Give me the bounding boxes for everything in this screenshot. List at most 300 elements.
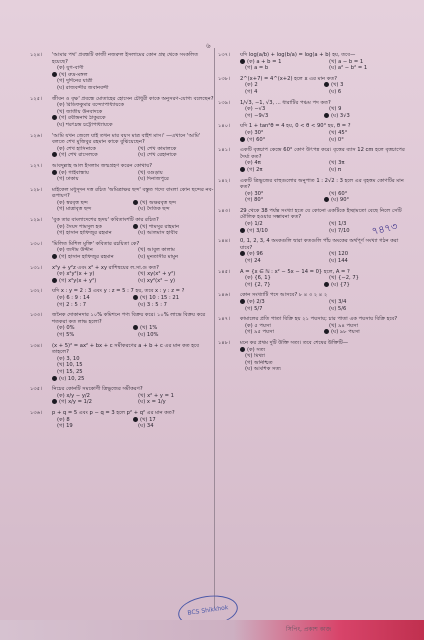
- question-number: ১৪২।: [218, 177, 230, 184]
- option-label: (খ) 3π: [329, 160, 345, 167]
- option-item: [52, 176, 133, 183]
- option-item: [324, 167, 408, 174]
- question-number: ১৪৭।: [218, 316, 230, 323]
- option-label: (ঘ) 34: [138, 423, 154, 430]
- question-stem: [30, 187, 214, 200]
- option-item: [240, 113, 324, 120]
- option-item: [133, 200, 214, 207]
- question-item: [218, 292, 408, 312]
- option-item: [240, 360, 408, 367]
- question-stem: [30, 241, 214, 248]
- option-item: [240, 299, 324, 306]
- option-label: (ঘ) π: [329, 166, 342, 173]
- question-item: [218, 123, 408, 143]
- question-stem: [30, 343, 214, 356]
- option-list: [240, 82, 408, 95]
- question-stem: [218, 340, 408, 347]
- option-label: (ক) 1/2: [245, 221, 263, 228]
- question-item: [30, 187, 214, 213]
- option-label: (ক) সত্য: [247, 346, 266, 353]
- option-item: [52, 376, 214, 383]
- filled-circle-icon: [52, 170, 57, 175]
- option-label: (ক) −√3: [245, 106, 266, 113]
- option-item: [240, 82, 324, 89]
- option-label: (গ) 2 : 5 : 7: [57, 301, 87, 308]
- question-text: একটি ত্রিভুজের বাহুগুলোর অনুপাত 1 : 2√2 : 3 হলে এর বৃহত্তম কোণটির মান কত?: [240, 177, 404, 191]
- question-number: ১৩৭।: [218, 52, 230, 58]
- filled-circle-icon: [52, 254, 57, 259]
- option-item: [240, 106, 324, 113]
- filled-circle-icon: [240, 167, 245, 172]
- filled-circle-icon: [324, 82, 329, 87]
- option-item: [133, 295, 214, 302]
- question-item: [30, 386, 214, 406]
- option-item: [133, 393, 214, 400]
- option-list: [240, 347, 408, 373]
- option-list: [52, 247, 214, 260]
- option-label: (ঘ) x = 1/y: [138, 399, 166, 406]
- question-text: 2^(x+7) = 4^(x+2) হলে x এর মান কত?: [240, 75, 338, 82]
- question-item: [30, 343, 214, 383]
- option-label: (ক) গাইবান্ধায়: [59, 169, 89, 176]
- option-item: [240, 329, 324, 336]
- option-item: [240, 323, 324, 330]
- option-label: (খ) a − b = 1: [329, 58, 364, 65]
- option-item: [52, 122, 214, 129]
- question-item: [218, 238, 408, 264]
- question-stem: [218, 269, 408, 276]
- option-item: [133, 423, 214, 430]
- option-item: [52, 102, 214, 109]
- option-list: [52, 200, 214, 213]
- option-label: (গ) 3/10: [247, 227, 268, 234]
- option-label: (গ) হাসান হাফিজুর রহমান: [57, 230, 112, 237]
- option-item: [240, 353, 408, 360]
- option-item: [133, 399, 214, 406]
- question-stem: [30, 410, 214, 417]
- question-number: ১২৯।: [30, 217, 42, 224]
- option-label: (গ) ঢাকায়: [57, 176, 79, 183]
- option-label: (খ) 45°: [329, 129, 348, 136]
- option-list: [240, 160, 408, 173]
- option-label: (গ) রবীন্দ্রনাথ ঠাকুরকে: [59, 115, 106, 122]
- option-list: [240, 251, 408, 264]
- question-number: ১৩১।: [30, 264, 42, 271]
- option-list: [240, 59, 408, 72]
- option-item: [240, 258, 324, 265]
- question-number: ১২৭।: [30, 162, 42, 169]
- option-label: (গ) 5%: [57, 331, 75, 338]
- option-label: (ঘ) শেখ রেহানাকে: [138, 152, 177, 159]
- option-item: [324, 113, 408, 120]
- option-label: (খ) শেখ কামালকে: [138, 145, 177, 152]
- question-number: ১২৫।: [30, 95, 42, 102]
- option-label: (গ) 60°: [247, 136, 266, 143]
- option-list: [240, 275, 408, 288]
- question-stem: [30, 52, 214, 65]
- option-label: (ঘ) a² − b² = 1: [329, 65, 368, 72]
- option-list: [52, 224, 214, 237]
- option-item: [240, 306, 324, 313]
- option-list: [52, 417, 214, 430]
- option-item: [52, 200, 133, 207]
- question-stem: [30, 288, 214, 295]
- question-number: ১৪৫।: [218, 268, 230, 275]
- option-label: (খ) আবুল কালাম: [138, 247, 175, 254]
- filled-circle-icon: [324, 329, 329, 334]
- option-item: [324, 258, 408, 265]
- option-item: [240, 89, 324, 96]
- question-text: জীবন ও বৃক্ষ' প্রবন্ধে মোতাহের হোসেন চৌধুরী কাকে অনুসরণ-যোগ্য বলেছেন?: [52, 95, 214, 102]
- question-stem: [30, 312, 214, 325]
- option-list: [52, 271, 214, 284]
- option-label: (গ) 5/7: [245, 305, 263, 312]
- question-number: ১২৮।: [30, 186, 42, 193]
- option-label: (ক) স্বরবৃত্ত ছন্দ: [57, 199, 88, 206]
- option-item: [52, 72, 214, 79]
- option-label: (ঘ) রাজবন্দীর জবানবন্দী: [57, 84, 109, 91]
- option-label: (ঘ) 3√3: [331, 112, 350, 119]
- handwritten-note: ৭৪৭৩: [370, 221, 399, 238]
- option-item: [240, 228, 324, 235]
- option-item: [324, 89, 408, 96]
- option-item: [133, 302, 214, 309]
- question-text: 'আমি যখন জেলে যাই তখন মার বয়স মাত্র বাইশ মাস।' —এখানে 'আমি' বলতে শেখ মুজিবুর রহমান কাকে বুঝিয়েছেন?: [52, 132, 201, 146]
- question-number: ১৪০।: [218, 123, 230, 130]
- filled-circle-icon: [133, 325, 138, 330]
- question-stem: [218, 52, 408, 59]
- question-text: p + q = 5 এবং p − q = 3 হলে p² + q² এর মান কত?: [52, 409, 175, 416]
- option-label: (খ) 17: [140, 416, 156, 423]
- option-item: [52, 417, 133, 424]
- option-item: [240, 347, 408, 354]
- option-item: [52, 399, 133, 406]
- question-item: [30, 241, 214, 261]
- option-item: [52, 332, 133, 339]
- option-item: [52, 278, 133, 285]
- option-label: (ঘ) 10%: [138, 331, 159, 338]
- question-stem: [218, 208, 408, 221]
- option-item: [52, 356, 214, 363]
- filled-circle-icon: [240, 299, 245, 304]
- option-item: [240, 65, 324, 72]
- option-item: [240, 130, 324, 137]
- option-item: [133, 230, 214, 237]
- question-text: (x + 5)² = ax² + bx + c সমীকরণের a + b + c এর মান কত হবে তাহলে?: [52, 342, 199, 356]
- option-label: (ঘ) দিনাজপুরে: [138, 176, 169, 183]
- filled-circle-icon: [52, 376, 57, 381]
- option-list: [240, 191, 408, 204]
- question-number: ১৪৩।: [218, 207, 230, 214]
- option-item: [133, 170, 214, 177]
- option-item: [52, 230, 133, 237]
- option-label: (খ) জাতীয় উনবাদকে: [57, 108, 103, 115]
- option-label: (গ) 19: [57, 423, 73, 430]
- option-item: [133, 271, 214, 278]
- option-item: [324, 106, 408, 113]
- question-text: কোন সংখ্যাটি পদে আসবে? ৮ ৪ ৩ ২ ৪ ২: [240, 292, 328, 299]
- option-label: (ক) রিডিফকুমার বন্দ্যোপাধ্যায়কে: [57, 102, 125, 109]
- question-stem: [30, 96, 214, 103]
- option-item: [240, 197, 324, 204]
- question-text: আবদুল্লাহ আল ইসলাম জন্মগ্রহণ করেন কোথায়?: [52, 162, 153, 169]
- option-label: (ক) a + b = 1: [247, 58, 282, 65]
- question-item: [30, 288, 214, 308]
- question-text: নিচের কোনটি সমকোণী ত্রিভুজের সমীকরণ?: [52, 386, 143, 393]
- option-list: [52, 170, 214, 183]
- option-label: (খ) 9: [329, 106, 342, 113]
- option-label: (ঘ) দৈতিক ছন্দ: [138, 206, 170, 213]
- question-stem: [218, 100, 408, 107]
- option-item: [52, 247, 133, 254]
- option-item: [133, 417, 214, 424]
- option-label: (ঘ) 144: [329, 258, 348, 265]
- filled-circle-icon: [324, 113, 329, 118]
- option-label: (গ) a = b: [245, 65, 269, 72]
- option-label: (ক) ৫ পয়সা: [245, 322, 271, 329]
- question-item: [218, 52, 408, 72]
- option-label: (ক) 3, 10: [57, 355, 80, 362]
- question-text: 0, 1, 2, 3, 4 অংকগুলি দ্বারা কতগুলি পাঁচ অংকের অর্থপূর্ণ সংখ্যা গঠন করা যাবে?: [240, 238, 399, 251]
- question-item: [30, 265, 214, 285]
- option-item: [52, 109, 214, 116]
- option-item: [52, 325, 133, 332]
- option-item: [324, 137, 408, 144]
- filled-circle-icon: [52, 278, 57, 283]
- option-label: (ক) 8: [57, 416, 70, 423]
- question-item: [218, 100, 408, 120]
- question-stem: [30, 386, 214, 393]
- question-text: 'বুক তার বাংলাদেশের হৃদয়' কবিতাংশটি কার রচিত?: [52, 217, 159, 224]
- option-item: [52, 362, 214, 369]
- option-item: [133, 247, 214, 254]
- question-stem: [30, 133, 214, 146]
- filled-circle-icon: [52, 399, 57, 404]
- option-item: [133, 176, 214, 183]
- option-item: [240, 167, 324, 174]
- question-text: মাইকেল মধুসূদন দত্ত রচিত 'অমিত্রাক্ষর ছন্দ' বস্তুত গদ্যে বাংলা কোন ছন্দের নব-রূপায়ণ?: [52, 186, 214, 200]
- option-label: (গ) 15, 25: [57, 368, 83, 375]
- option-label: (গ) ৯৫ পয়সা: [245, 329, 274, 336]
- question-number: ১৩৪।: [30, 342, 42, 349]
- option-label: (ঘ) ৯৮ পয়সা: [331, 329, 360, 336]
- option-label: (খ) 10 : 15 : 21: [140, 295, 179, 301]
- filled-circle-icon: [324, 282, 329, 287]
- option-label: (খ) 60°: [329, 190, 348, 197]
- option-item: [52, 302, 133, 309]
- question-stem: [218, 76, 408, 83]
- question-text: মনে কর প্রথম দুটি উক্তি সত্য। তবে শেষের উক্তিটি—: [240, 339, 349, 346]
- option-label: (খ) শামসুর রাহমান: [140, 223, 180, 230]
- option-label: (ক) 96: [247, 251, 263, 258]
- option-item: [52, 170, 133, 177]
- option-item: [324, 323, 408, 330]
- option-label: (গ) −9√3: [245, 112, 269, 119]
- option-item: [240, 191, 324, 198]
- option-list: [240, 106, 408, 119]
- option-item: [240, 251, 324, 258]
- option-item: [52, 65, 214, 72]
- filled-circle-icon: [240, 251, 245, 256]
- option-list: [240, 299, 408, 312]
- option-item: [240, 221, 324, 228]
- option-label: (ক) শেখ হাসিনাকে: [57, 145, 97, 152]
- option-item: [133, 332, 214, 339]
- option-label: (ঘ) {7}: [331, 281, 350, 288]
- column-divider: [214, 48, 215, 608]
- question-number: ১২৪।: [30, 52, 42, 58]
- option-label: (গ) শেখ রাসেলকে: [59, 152, 98, 159]
- question-text: A = {x ∈ ℕ : x² − 5x − 14 = 0} হলে, A = ?: [240, 268, 350, 275]
- option-label: (ঘ) আংশিক সত্য: [245, 366, 281, 373]
- option-label: (গ) মাত্রাবৃত্ত ছন্দ: [57, 206, 92, 213]
- question-number: ১৩৫।: [30, 386, 42, 393]
- option-item: [52, 115, 214, 122]
- question-number: ১৪৬।: [218, 292, 230, 299]
- option-item: [324, 82, 408, 89]
- question-stem: [218, 123, 408, 130]
- filled-circle-icon: [240, 137, 245, 142]
- option-label: (ক) 4π: [245, 160, 261, 167]
- option-label: (গ) হাসান হাফিজুর রহমান: [59, 254, 114, 261]
- option-label: (ক) জসীম উদ্দীন: [57, 247, 93, 254]
- option-list: [52, 102, 214, 128]
- option-label: (ক) 2: [245, 82, 258, 89]
- option-item: [133, 206, 214, 213]
- option-item: [324, 197, 408, 204]
- option-item: [240, 137, 324, 144]
- filled-circle-icon: [52, 152, 57, 157]
- option-label: (খ) 1%: [140, 325, 158, 332]
- question-stem: [218, 292, 408, 299]
- option-item: [324, 299, 408, 306]
- option-item: [324, 251, 408, 258]
- option-item: [324, 306, 408, 313]
- option-item: [133, 325, 214, 332]
- filled-circle-icon: [240, 347, 245, 352]
- option-label: (ক) {6, 1}: [245, 275, 271, 282]
- question-stem: [30, 217, 214, 224]
- option-label: (ঘ) শরৎচন্দ্র চট্টোপাধ্যায়কে: [57, 121, 113, 128]
- option-item: [240, 59, 324, 66]
- option-item: [133, 152, 214, 159]
- option-label: (খ) মিথ্যা: [245, 353, 265, 360]
- option-item: [52, 369, 214, 376]
- question-number: ১৪১।: [218, 147, 230, 154]
- footer-bar: [0, 620, 424, 640]
- option-label: (খ) 1/3: [329, 221, 347, 228]
- option-label: (গ) x²y(x + y²): [59, 277, 97, 284]
- option-item: [240, 160, 324, 167]
- question-text: x²y + y²z এবং x² + xy রাশিদ্বয়ের ল.সা.গু কত?: [52, 264, 159, 271]
- option-label: (ঘ) 6: [329, 88, 342, 95]
- question-number: ১৩৯।: [218, 99, 230, 106]
- filled-circle-icon: [133, 295, 138, 300]
- option-item: [52, 152, 133, 159]
- option-label: (ক) 2/3: [247, 299, 265, 305]
- option-item: [324, 275, 408, 282]
- option-item: [324, 65, 408, 72]
- question-item: [30, 52, 214, 92]
- option-label: (ক) 30°: [245, 190, 264, 197]
- option-list: [52, 146, 214, 159]
- right-column: [218, 52, 408, 377]
- question-text: যদি 1 + tan²θ = 4 হয়, 0 < θ < 90° হয়, θ = ?: [240, 123, 351, 130]
- option-label: (ক) 0%: [57, 325, 75, 332]
- option-label: (গ) দুর্দিনের যাত্রী: [57, 78, 93, 85]
- question-number: ১৪৮।: [218, 339, 230, 346]
- option-label: (ক) 6 : 9 : 14: [57, 295, 90, 301]
- question-number: ১৩০।: [30, 240, 42, 247]
- option-item: [133, 278, 214, 285]
- option-label: (ক) x²y²(x + y): [57, 271, 95, 278]
- option-item: [133, 254, 214, 261]
- filled-circle-icon: [133, 417, 138, 422]
- option-label: (খ) রুদ্র-মঙ্গল: [59, 71, 88, 78]
- question-text: কামালের প্রতি পাতা বিক্রি হয় ২১ পয়সায়; চার পাতা এক পয়সায় বিক্রি হবে?: [240, 316, 398, 323]
- option-label: (ক) যুগ-বাণী: [57, 65, 84, 72]
- question-text: 29 থেকে 38 পর্যন্ত সংখ্যা হতে যে কোনো একটিকে ইচ্ছামতো বেছে নিলে সেটি মৌলিক হওয়ার সম্ভাবনা কত?: [240, 207, 402, 221]
- question-item: [218, 76, 408, 96]
- question-text: 1/√3, −1, √3, ... ধারাটির পঞ্চম পদ কত?: [240, 99, 331, 106]
- option-label: (ঘ) xy²(x² − y): [138, 277, 176, 284]
- option-label: (গ) 4: [245, 88, 258, 95]
- filled-circle-icon: [240, 228, 245, 233]
- question-item: [30, 163, 214, 183]
- option-label: (গ) {2, 7}: [245, 281, 271, 288]
- option-list: [240, 323, 408, 336]
- option-label: (গ) 2π: [247, 166, 263, 173]
- option-label: (খ) 3: [331, 82, 344, 89]
- option-label: (ক) সৈয়দ শামসুল হক: [57, 223, 103, 230]
- option-item: [52, 146, 133, 153]
- option-item: [240, 282, 324, 289]
- option-item: [52, 423, 133, 430]
- question-stem: [218, 147, 408, 160]
- option-item: [324, 282, 408, 289]
- option-item: [52, 295, 133, 302]
- option-label: (ক) x/y − y/2: [57, 392, 90, 399]
- option-list: [52, 65, 214, 91]
- option-label: (খ) 10, 15: [57, 362, 83, 369]
- question-stem: [30, 163, 214, 170]
- filled-circle-icon: [52, 115, 57, 120]
- option-label: (খ) {−2, 7}: [329, 275, 359, 282]
- stamp-seal: BCS Shikkhok: [176, 592, 240, 630]
- question-stem: [218, 178, 408, 191]
- option-item: [240, 275, 324, 282]
- question-item: [30, 133, 214, 159]
- question-item: [30, 410, 214, 430]
- question-text: জনৈক দোকানদার ১০% কমিশনে পণ্য বিক্রয় করে। ১০% লাভে বিক্রয় করে শতকরা কত লাভ হলো?: [52, 312, 206, 325]
- option-label: (গ) 80°: [245, 197, 264, 204]
- option-item: [133, 146, 214, 153]
- option-label: (ঘ) আলমাস হাবীব: [138, 230, 178, 237]
- question-stem: [218, 316, 408, 323]
- option-label: (ঘ) 10, 25: [59, 375, 85, 382]
- question-item: [218, 340, 408, 373]
- question-item: [30, 312, 214, 338]
- option-item: [324, 160, 408, 167]
- question-item: [30, 217, 214, 237]
- option-item: [52, 224, 133, 231]
- option-label: (খ) 120: [329, 251, 349, 258]
- option-label: (গ) x/y = 1/2: [59, 399, 92, 406]
- option-item: [324, 329, 408, 336]
- option-item: [240, 366, 408, 373]
- option-label: (ঘ) 7/10: [329, 227, 350, 234]
- option-item: [324, 191, 408, 198]
